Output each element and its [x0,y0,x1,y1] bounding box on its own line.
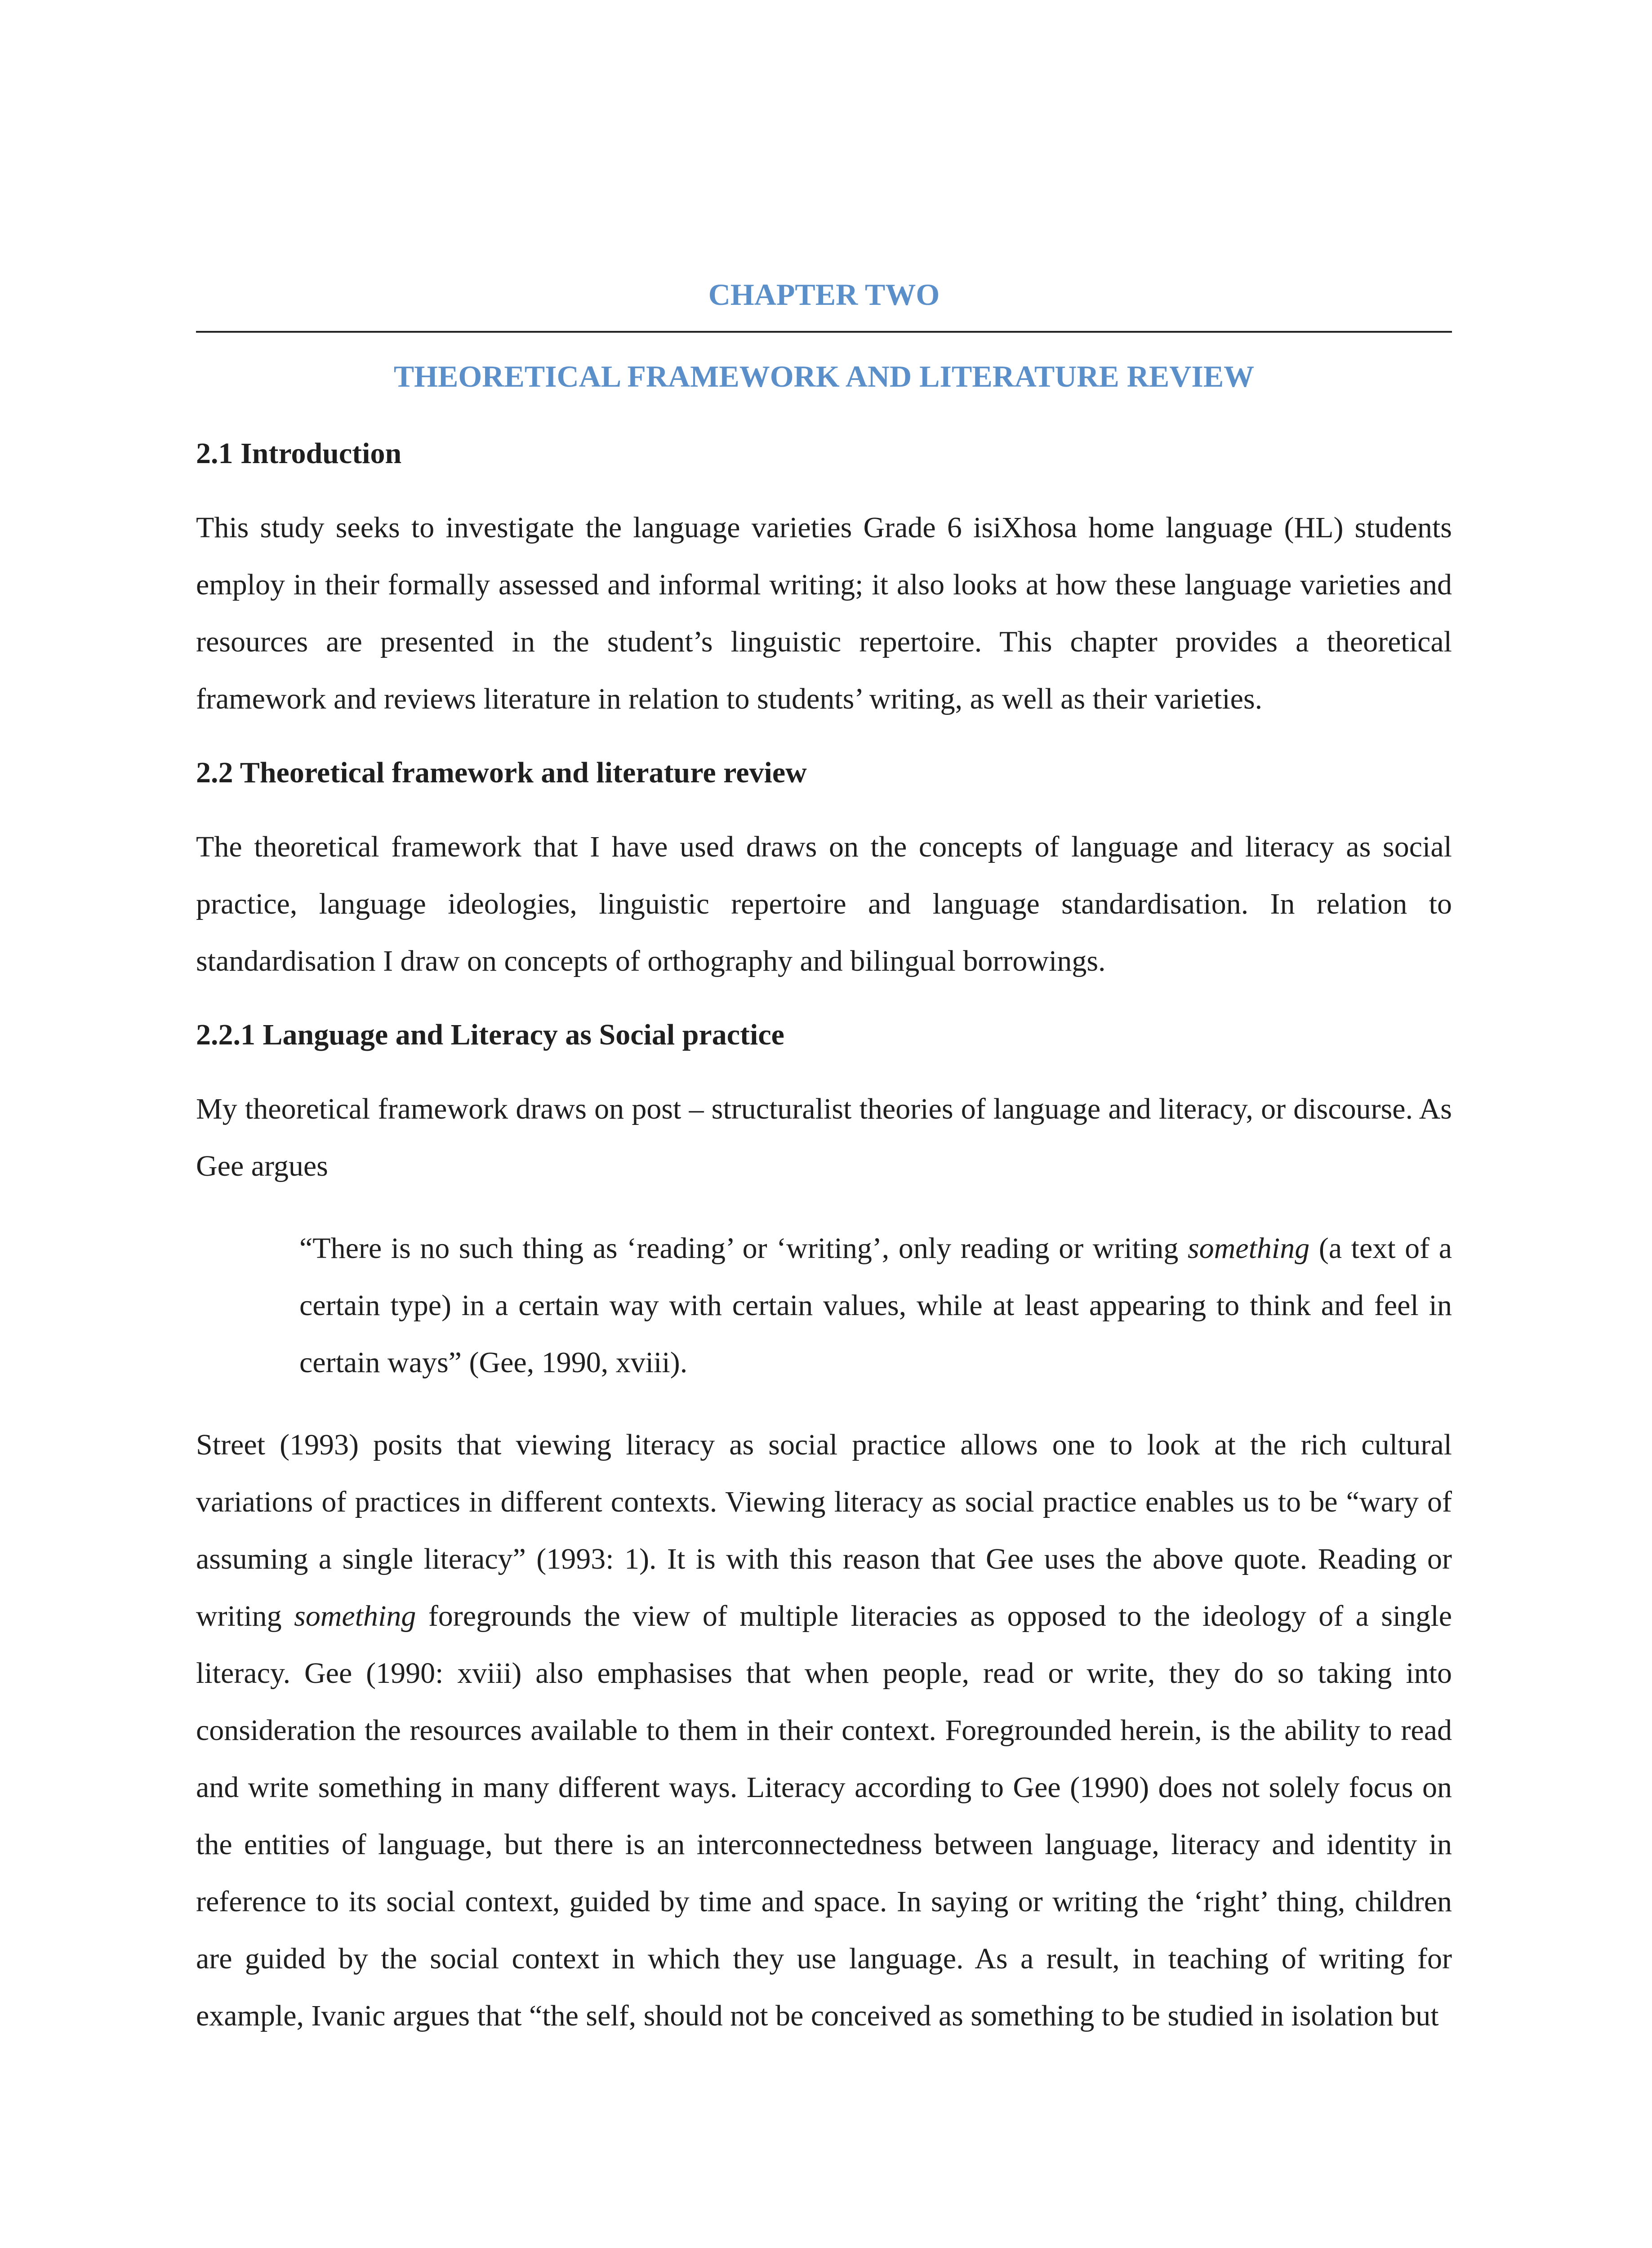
chapter-rule [196,331,1452,333]
street-text-before: Street (1993) posits that viewing literacy as social practice allows one to look at the rich cultural variations of practices in different contexts. Viewing literacy as social practice enables us to be “wary of assuming a single literacy” (1993: 1). It is with this reason that Gee uses the above quote. Reading or writing [196,1428,1452,1632]
paragraph-street [196,1416,1452,2044]
quote-italic: something [1187,1232,1310,1265]
paragraph-introduction: This study seeks to investigate the language varieties Grade 6 isiXhosa home language (HL) students employ in their formally assessed and informal writing; it also looks at how these language varieties and resources are presented in the student’s linguistic repertoire. This chapter provides a theoretical framework and reviews literature in relation to students’ writing, as well as their varieties. [196,511,1452,715]
street-text-after: foregrounds the view of multiple literacies as opposed to the ideology of a single literacy. Gee (1990: xviii) also emphasises that when people, read or write, they do so taking into consideration the resources available to them in their context. Foregrounded herein, is the ability to read and write something in many different ways. Literacy according to Gee (1990) does not solely focus on the entities of language, but there is an interconnectedness between language, literacy and identity in reference to its social context, guided by time and space. In saying or writing the ‘right’ thing, children are guided by the social context in which they use language. As a result, in teaching of writing for example, Ivanic argues that “the self, should not be conceived as something to be studied in isolation but [196,1600,1452,2032]
block-quote [299,1220,1452,1391]
quote-text-after: (a text of a certain type) in a certain way with certain values, while at least appearing to think and feel in certain ways” (Gee, 1990, xviii). [299,1232,1452,1379]
paragraph-literacy: My theoretical framework draws on post – structuralist theories of language and literacy, or discourse. As Gee argues [196,1093,1452,1182]
chapter-title: THEORETICAL FRAMEWORK AND LITERATURE REVIEW [393,359,1255,393]
street-italic: something [294,1600,416,1632]
section-heading-introduction: 2.1 Introduction [196,437,402,470]
paragraph-framework: The theoretical framework that I have used draws on the concepts of language and literacy as social practice, language ideologies, linguistic repertoire and language standardisation. In relation to standardisation I draw on concepts of orthography and bilingual borrowings. [196,830,1452,977]
quote-text-before: “There is no such thing as ‘reading’ or ‘writing’, only reading or writing [299,1232,1188,1265]
page-content [196,274,1452,2070]
section-heading-framework: 2.2 Theoretical framework and literature review [196,756,807,789]
section-heading-literacy: 2.2.1 Language and Literacy as Social practice [196,1018,784,1051]
chapter-label: CHAPTER TWO [708,277,940,312]
